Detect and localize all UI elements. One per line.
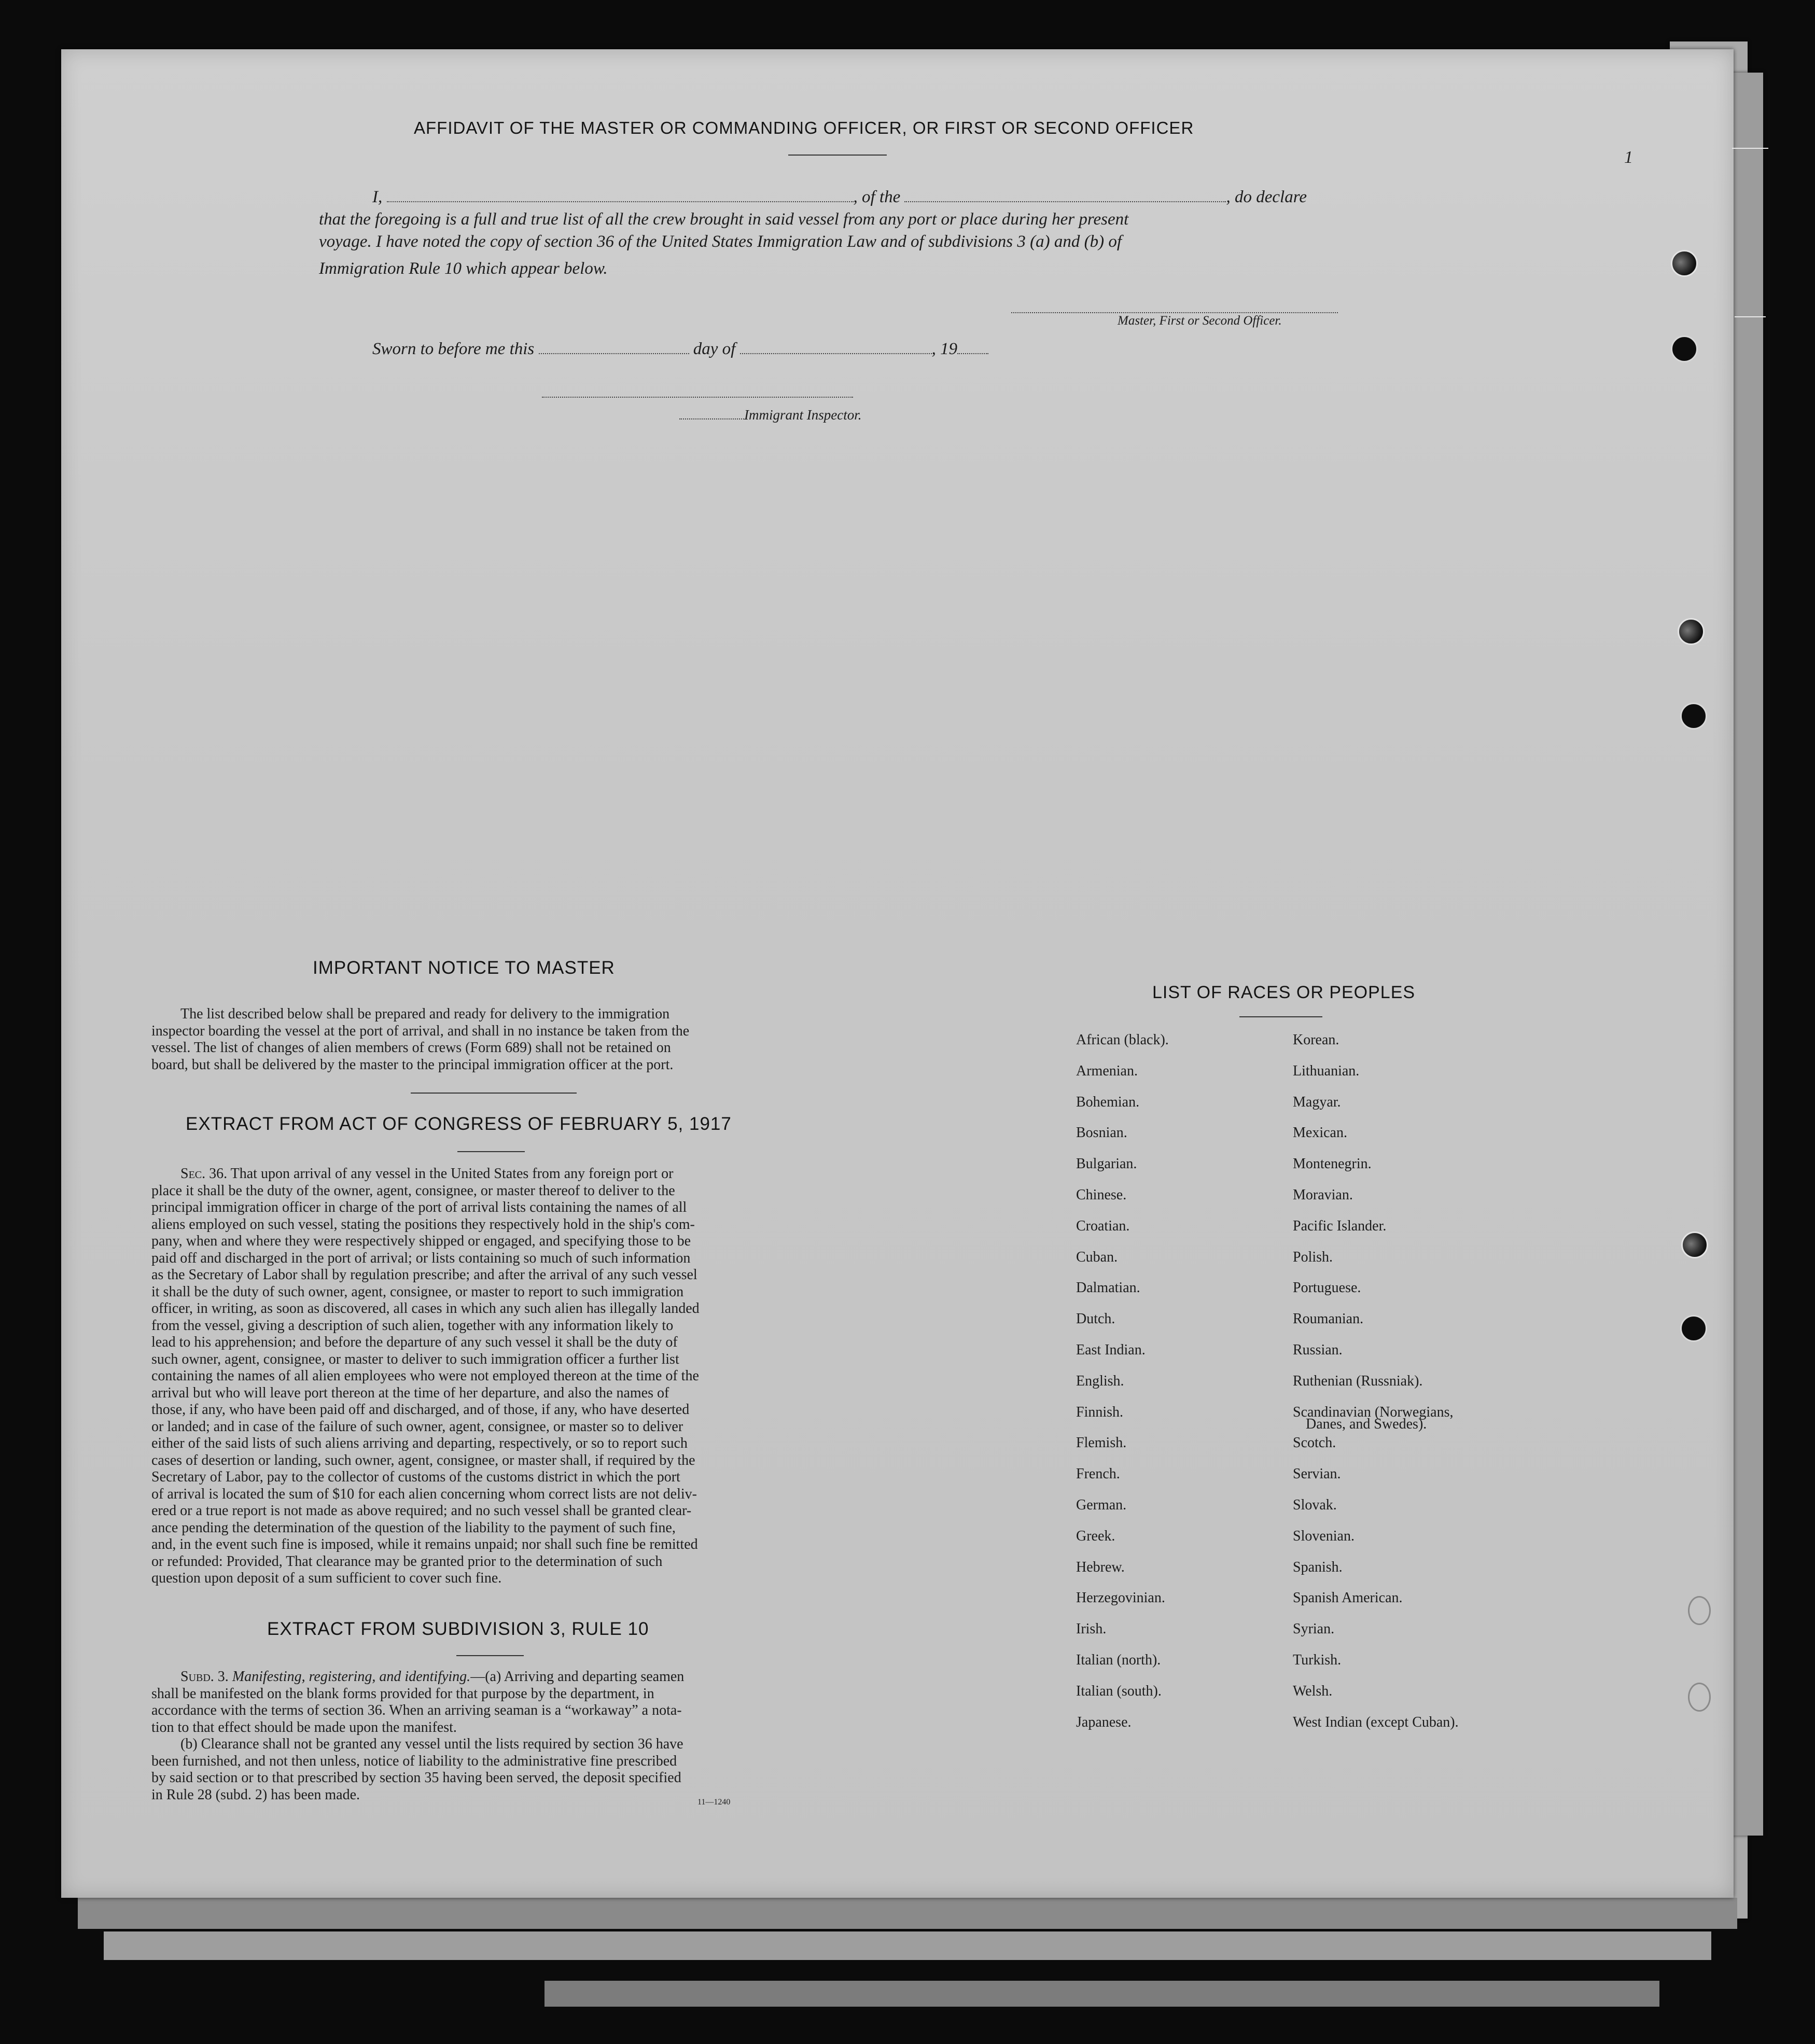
act-line: and, in the event such fine is imposed, while it remains unpaid; nor shall such fine be remitted (151, 1536, 698, 1552)
race-item: Herzegovinian. (1076, 1590, 1165, 1606)
race-item: Slovenian. (1293, 1528, 1355, 1544)
race-item: Bulgarian. (1076, 1156, 1137, 1172)
races-title: LIST OF RACES OR PEOPLES (1152, 983, 1416, 1002)
act-line: paid off and discharged in the port of arrival; or lists containing so much of such information (151, 1250, 691, 1266)
race-item: Turkish. (1293, 1652, 1342, 1668)
act-line: officer, in writing, as soon as discovered, all cases in which any such alien has illegally landed (151, 1300, 700, 1317)
bottom-strip (544, 1981, 1659, 2007)
race-item: Greek. (1076, 1528, 1115, 1544)
race-item: Mexican. (1293, 1125, 1347, 1141)
declare-label: , do declare (1226, 188, 1307, 206)
title-rule (456, 1655, 524, 1656)
notice-line: vessel. The list of changes of alien members of crews (Form 689) shall not be retained on (151, 1040, 671, 1056)
race-item: English. (1076, 1373, 1124, 1389)
race-item: East Indian. (1076, 1342, 1146, 1358)
act-line: of arrival is located the sum of $10 for each alien concerning whom correct lists are not deliv- (151, 1486, 697, 1502)
sworn-label: Sworn to before me this (372, 340, 535, 358)
race-item: Magyar. (1293, 1094, 1341, 1110)
race-item: Welsh. (1293, 1683, 1333, 1699)
race-item: African (black). (1076, 1032, 1169, 1048)
act-line: arrival but who will leave port thereon at the time of her departure, and also the names of (151, 1384, 669, 1401)
race-item: Italian (south). (1076, 1683, 1162, 1699)
act-line: question upon deposit of a sum sufficient to cover such fine. (151, 1570, 502, 1586)
race-item: Polish. (1293, 1249, 1333, 1265)
sec-label: Sec. 36. (180, 1166, 228, 1182)
race-item: Flemish. (1076, 1435, 1127, 1451)
rule-line-text: in Rule 28 (subd. 2) has been made. (151, 1786, 360, 1803)
form-number: 11—1240 (697, 1798, 731, 1807)
race-item: Irish. (1076, 1621, 1107, 1637)
race-item: Hebrew. (1076, 1559, 1125, 1575)
race-item: Ruthenian (Russniak). (1293, 1373, 1423, 1389)
rule-line (151, 1669, 783, 1686)
act-line: aliens employed on such vessel, stating the positions they respectively hold in the ship's com- (151, 1216, 695, 1233)
rule-line-text: Subd. 3. Manifesting, registering, and identifying.—(a) Arriving and departing seamen (180, 1669, 685, 1685)
act-line: it shall be the duty of such owner, agent, consignee, or master to report to such immigration (151, 1283, 684, 1300)
inspector-signature-line[interactable] (542, 386, 853, 398)
act-line: pany, when and where they were respectively shipped or engaged, and specifying those to be (151, 1233, 691, 1249)
affidavit-line-4: Immigration Rule 10 which appear below. (319, 259, 608, 278)
bottom-strip (78, 1898, 1737, 1929)
rule-line (151, 1787, 783, 1804)
sworn-year-field[interactable] (957, 342, 988, 354)
race-item: Montenegrin. (1293, 1156, 1372, 1172)
act-line: from the vessel, giving a description of such alien, together with any information likely to (151, 1317, 674, 1334)
binder-hole (1671, 250, 1698, 277)
title-rule (1239, 1016, 1322, 1017)
binder-hole (1680, 1315, 1707, 1342)
act-line: as the Secretary of Labor shall by regulation prescribe; and after the arrival of any such vessel (151, 1267, 697, 1283)
act-line: containing the names of all alien employees who were not employed thereon at the time of the (151, 1368, 699, 1384)
act-line: ance pending the determination of the question of the liability to the payment of such fine, (151, 1519, 676, 1536)
race-item: Spanish American. (1293, 1590, 1403, 1606)
notice-line: board, but shall be delivered by the master to the principal immigration officer at the port. (151, 1056, 674, 1073)
sworn-month-field[interactable] (740, 342, 932, 354)
act-line: lead to his apprehension; and before the departure of any such vessel it shall be the duty of (151, 1334, 678, 1350)
race-item: Finnish. (1076, 1404, 1124, 1420)
rule-line (151, 1736, 783, 1753)
rule-title: EXTRACT FROM SUBDIVISION 3, RULE 10 (267, 1619, 649, 1639)
bottom-strip (104, 1931, 1711, 1960)
master-signature-line[interactable] (1011, 302, 1338, 313)
year-prefix: , 19 (931, 340, 958, 358)
vessel-name-field[interactable] (904, 190, 1226, 202)
rule-line: by said section or to that prescribed by section 35 having been served, the deposit specified (151, 1770, 681, 1786)
race-item: Japanese. (1076, 1714, 1132, 1730)
declarant-prefix: I, (372, 188, 383, 206)
race-continuation: Danes, and Swedes). (1306, 1416, 1427, 1432)
of-the-label: , of the (853, 188, 901, 206)
race-item: Dutch. (1076, 1311, 1115, 1327)
race-item: West Indian (except Cuban). (1293, 1714, 1459, 1730)
notice-line-text: The list described below shall be prepared and ready for delivery to the immigration (180, 1006, 670, 1022)
day-of-label: day of (693, 340, 736, 358)
master-signature-label: Master, First or Second Officer. (1118, 314, 1282, 328)
affidavit-line-3: voyage. I have noted the copy of section 36 of the United States Immigration Law and of subdivisions 3 (a) and (b) of (319, 232, 1122, 251)
race-item: Slovak. (1293, 1497, 1337, 1513)
act-line-text: That upon arrival of any vessel in the United States from any foreign port or (227, 1166, 674, 1182)
race-item: Bohemian. (1076, 1094, 1140, 1110)
notice-body (151, 1006, 783, 1073)
race-item: Korean. (1293, 1032, 1339, 1048)
act-line: place it shall be the duty of the owner, agent, consignee, or master thereof to deliver to the (151, 1182, 675, 1199)
act-line: such owner, agent, consignee, or master to deliver to such immigration officer a further list (151, 1351, 679, 1367)
race-item: Italian (north). (1076, 1652, 1161, 1668)
notice-line (151, 1006, 783, 1023)
affidavit-title: AFFIDAVIT OF THE MASTER OR COMMANDING OFFICER, OR FIRST OR SECOND OFFICER (414, 118, 1194, 137)
race-item: Servian. (1293, 1466, 1341, 1482)
act-line: Secretary of Labor, pay to the collector of customs of the customs district in which the port (151, 1469, 680, 1485)
race-item: Portuguese. (1293, 1280, 1361, 1296)
rule-line: accordance with the terms of section 36. When an arriving seaman is a “workaway” a nota- (151, 1702, 682, 1718)
race-item: Pacific Islander. (1293, 1217, 1387, 1234)
rule-line: tion to that effect should be made upon the manifest. (151, 1719, 457, 1735)
race-item: German. (1076, 1497, 1127, 1513)
rule-line-text: (b) Clearance shall not be granted any vessel until the lists required by section 36 have (180, 1736, 683, 1752)
inspector-text: Immigrant Inspector. (744, 407, 862, 423)
race-item: Chinese. (1076, 1187, 1127, 1203)
race-item: Moravian. (1293, 1187, 1353, 1203)
race-item: Armenian. (1076, 1062, 1138, 1079)
act-line: either of the said lists of such aliens arriving and departing, respectively, or so to report such (151, 1435, 688, 1451)
act-line: cases of desertion or landing, such owner, agent, consignee, or master shall, if required by the (151, 1452, 695, 1468)
act-line: principal immigration officer in charge of the port of arrival lists containing the names of all (151, 1199, 687, 1215)
race-item: Cuban. (1076, 1249, 1118, 1265)
notice-line: inspector boarding the vessel at the port of arrival, and shall in no instance be taken from the (151, 1023, 690, 1039)
race-item: Roumanian. (1293, 1311, 1364, 1327)
affidavit-line-1 (372, 188, 1307, 207)
race-item: French. (1076, 1466, 1120, 1482)
binder-hole (1680, 703, 1707, 730)
act-line: those, if any, who have been paid off and discharged, and of those, if any, who have deserted (151, 1402, 690, 1418)
sworn-line (372, 340, 988, 359)
title-rule (457, 1151, 525, 1152)
sworn-day-field[interactable] (539, 342, 689, 354)
page-edge (1735, 316, 1766, 317)
race-item: Scandinavian (Norwegians, (1293, 1404, 1454, 1420)
binder-hole (1671, 335, 1698, 362)
act-body (151, 1166, 783, 1587)
binder-hole (1678, 618, 1705, 645)
title-rule (788, 155, 887, 156)
race-item: Spanish. (1293, 1559, 1343, 1575)
rule-body (151, 1669, 783, 1803)
notice-title: IMPORTANT NOTICE TO MASTER (313, 958, 615, 978)
race-item: Croatian. (1076, 1217, 1130, 1234)
binder-hole (1681, 1231, 1708, 1258)
act-line (151, 1166, 783, 1183)
race-item: Russian. (1293, 1342, 1343, 1358)
section-rule (411, 1093, 577, 1094)
binder-hole (1688, 1683, 1711, 1712)
race-item: Dalmatian. (1076, 1280, 1140, 1296)
page-edge (1732, 148, 1768, 149)
binder-hole (1688, 1596, 1711, 1625)
inspector-dots (679, 411, 744, 419)
rule-line: been furnished, and not then unless, notice of liability to the administrative fine prescribed (151, 1753, 677, 1769)
act-line: or refunded: Provided, That clearance may be granted prior to the determination of such (151, 1553, 663, 1570)
race-item: Bosnian. (1076, 1125, 1127, 1141)
race-item: Syrian. (1293, 1621, 1335, 1637)
inspector-label (679, 407, 861, 423)
act-line: ered or a true report is not made as above required; and no such vessel shall be granted clear- (151, 1503, 692, 1519)
race-item: Lithuanian. (1293, 1062, 1360, 1079)
act-line: or landed; and in case of the failure of such owner, agent, consignee, or master so to deliver (151, 1418, 683, 1435)
affidavit-line-2: that the foregoing is a full and true list of all the crew brought in said vessel from any port or place during her present (319, 210, 1129, 229)
page-mark: 1 (1624, 148, 1633, 167)
declarant-name-field[interactable] (387, 190, 854, 202)
rule-line: shall be manifested on the blank forms provided for that purpose by the department, in (151, 1685, 654, 1702)
race-item: Scotch. (1293, 1435, 1336, 1451)
act-title: EXTRACT FROM ACT OF CONGRESS OF FEBRUARY 5, 1917 (186, 1114, 732, 1134)
